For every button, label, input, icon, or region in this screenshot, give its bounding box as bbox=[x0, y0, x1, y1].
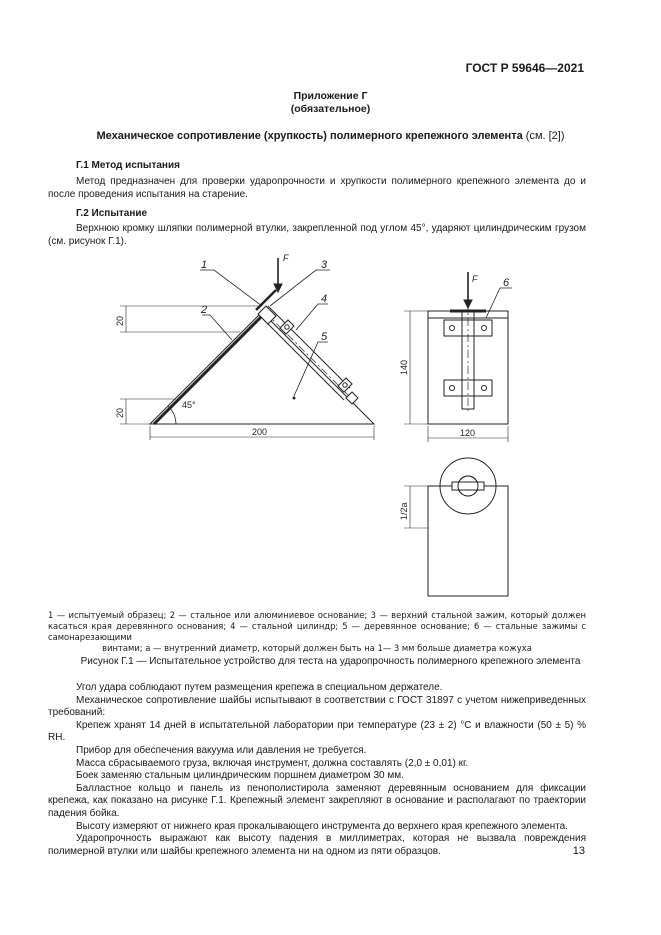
g2-heading: Г.2 Испытание bbox=[76, 208, 148, 219]
label-4: 4 bbox=[321, 293, 328, 305]
g1-heading: Г.1 Метод испытания bbox=[76, 160, 180, 171]
leader-5 bbox=[294, 342, 328, 396]
leader-2 bbox=[202, 315, 232, 340]
top-view-clamp bbox=[452, 482, 484, 490]
label-3: 3 bbox=[321, 259, 328, 271]
paragraph-9 bbox=[48, 833, 586, 858]
label-dim12a: 1/2a bbox=[399, 502, 409, 520]
front-screw-4 bbox=[482, 386, 487, 391]
label-6: 6 bbox=[503, 277, 510, 289]
legend-line-1: 1 — испытуемый образец; 2 — стальное или алюминиевое основание; 3 — верхний стальной зажим, который должен касаться края деревянного основания; 4 — стальной цилиндр; 5 — деревянное основание; 6 — стальные зажимы с самонарезающими bbox=[48, 610, 586, 642]
paragraph-3 bbox=[48, 720, 586, 745]
page-number: 13 bbox=[572, 845, 585, 857]
g2-text-body: Верхнюю кромку шляпки полимерной втулки, закрепленной под углом 45°, ударяют цилиндрическим грузом (см. рисунок Г.1). bbox=[48, 223, 586, 247]
cylinder-edge-1 bbox=[268, 306, 350, 388]
leader-4 bbox=[296, 304, 328, 330]
specimen-1 bbox=[258, 306, 276, 324]
leader-5-dot bbox=[293, 397, 295, 399]
figure-legend bbox=[48, 610, 586, 654]
paragraph-1 bbox=[48, 682, 586, 695]
label-force: F bbox=[283, 253, 289, 263]
paragraph-5-text: Масса сбрасываемого груза, включая инструмент, должна составлять (2,0 ± 0,01) кг. bbox=[76, 757, 469, 769]
label-dim200: 200 bbox=[252, 427, 268, 437]
metal-plate bbox=[154, 312, 266, 424]
top-view-body bbox=[428, 486, 508, 596]
section-title-ref: (см. [2]) bbox=[522, 130, 565, 142]
front-screw-2 bbox=[482, 326, 487, 331]
paragraph-7 bbox=[48, 783, 586, 821]
cylinder-edge-2 bbox=[262, 318, 344, 400]
front-screw-1 bbox=[450, 326, 455, 331]
paragraph-4-text: Прибор для обеспечения вакуума или давления не требуется. bbox=[76, 744, 367, 756]
legend-line-2: винтами; a — внутренний диаметр, который должен быть на 1— 3 мм больше диаметра кожуха bbox=[102, 643, 532, 653]
paragraph-4 bbox=[48, 745, 586, 758]
clamp-block-end bbox=[346, 392, 358, 404]
front-screw-3 bbox=[450, 386, 455, 391]
section-title-bold: Механическое сопротивление (хрупкость) полимерного крепежного элемента bbox=[96, 130, 523, 142]
appendix-subtitle: (обязательное) bbox=[290, 103, 371, 115]
figure-caption: Рисунок Г.1 — Испытательное устройство для теста на ударопрочность полимерного крепежного элемента bbox=[80, 656, 581, 667]
label-2: 2 bbox=[201, 304, 208, 316]
appendix-title: Приложение Г bbox=[293, 90, 368, 102]
paragraph-1-text: Угол удара соблюдают путем размещения крепежа в специальном держателе. bbox=[76, 682, 443, 693]
paragraph-6 bbox=[48, 770, 586, 783]
paragraph-8 bbox=[48, 821, 586, 834]
body-text bbox=[48, 682, 586, 858]
label-dim140: 140 bbox=[399, 359, 409, 375]
paragraph-7-text: Балластное кольцо и панель из пенополистирола заменяют деревянным основанием для фиксации крепежа, как показано на рисунке Г.1. Крепежный элемент закрепляют в основание и располагают по траектории падения бойка. bbox=[48, 782, 586, 819]
paragraph-8-text: Высоту измеряют от нижнего края прокалывающего инструмента до верхнего края крепежного элемента. bbox=[76, 820, 569, 832]
paragraph-3-text: Крепеж хранят 14 дней в испытательной лаборатории при температуре (23 ± 2) °С и влажности (50 ± 5) % RH. bbox=[48, 719, 586, 744]
g1-text-body: Метод предназначен для проверки ударопрочности и хрупкости полимерного крепежного элемента до и после проведения испытания на старение. bbox=[48, 176, 586, 200]
paragraph-2 bbox=[48, 695, 586, 720]
label-dim20b: 20 bbox=[115, 407, 125, 418]
paragraph-5 bbox=[48, 758, 586, 771]
label-1: 1 bbox=[201, 259, 208, 271]
paragraph-6-text: Боек заменяю стальным цилиндрическим поршнем диаметром 30 мм. bbox=[76, 770, 404, 782]
label-dim20a: 20 bbox=[115, 315, 125, 326]
front-force-head bbox=[464, 300, 472, 308]
leader-1 bbox=[200, 270, 262, 306]
label-dim120: 120 bbox=[460, 428, 476, 438]
paragraph-9-text: Ударопрочность выражают как высоту падения в миллиметрах, которая не вызвала повреждения полимерной втулки или шайбы крепежного элемента ни на одном из пяти образцов. bbox=[48, 833, 586, 857]
label-force-front: F bbox=[472, 274, 478, 284]
label-5: 5 bbox=[321, 331, 328, 343]
label-angle: 45° bbox=[182, 400, 196, 410]
standard-header: ГОСТ Р 59646—2021 bbox=[465, 61, 584, 75]
paragraph-2-text: Механическое сопротивление шайбы испытывают в соответствии с ГОСТ 31897 с учетом нижеприведенных требований: bbox=[48, 694, 586, 719]
